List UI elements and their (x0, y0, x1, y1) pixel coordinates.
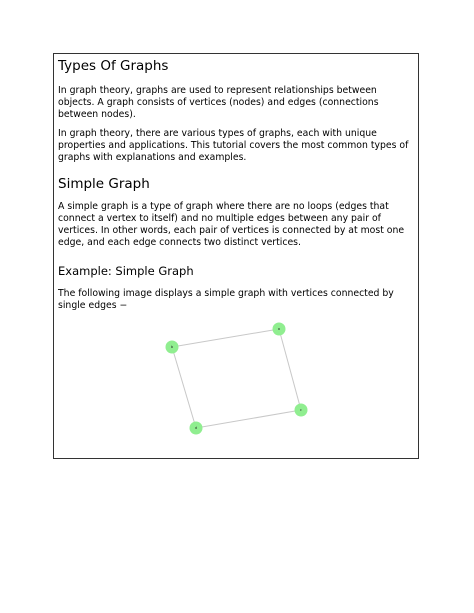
example-title: Example: Simple Graph (58, 264, 194, 278)
intro-paragraph-2: In graph theory, there are various types of graphs, each with unique properties and applications. This tutorial covers the most common types of graphs with explanations and examples. (58, 128, 409, 163)
graph-node-label: b (170, 345, 174, 350)
section-title: Simple Graph (58, 176, 150, 192)
graph-nodes (166, 323, 308, 435)
graph-edge-d-b (172, 347, 198, 431)
graph-node-label: d (194, 426, 198, 431)
graph-node-d (190, 422, 203, 435)
graph-edge-b-a (170, 329, 279, 350)
intro-paragraph-1: In graph theory, graphs are used to represent relationships between objects. A graph consists of vertices (nodes) and edges (connections between nodes). (58, 85, 379, 120)
section-paragraph: A simple graph is a type of graph where there are no loops (edges that connect a vertex to itself) and no multiple edges between any pair of vertices. In other words, each pair of vertices is connected by at most one edge, and each edge connects two distinct vertices. (58, 201, 405, 248)
graph-edge-a-c (279, 329, 302, 413)
graph-node-a (273, 323, 286, 336)
graph-node-b (166, 341, 179, 354)
graph-edges (172, 329, 301, 431)
document-page (53, 53, 419, 459)
graph-node-c (295, 404, 308, 417)
simple-graph-figure (154, 314, 324, 444)
graph-node-label: c (300, 408, 302, 413)
graph-edge-c-d (194, 410, 301, 431)
graph-node-label: a (277, 327, 281, 332)
page-title: Types Of Graphs (58, 58, 169, 74)
example-paragraph: The following image displays a simple graph with vertices connected by single edges − (58, 288, 394, 311)
